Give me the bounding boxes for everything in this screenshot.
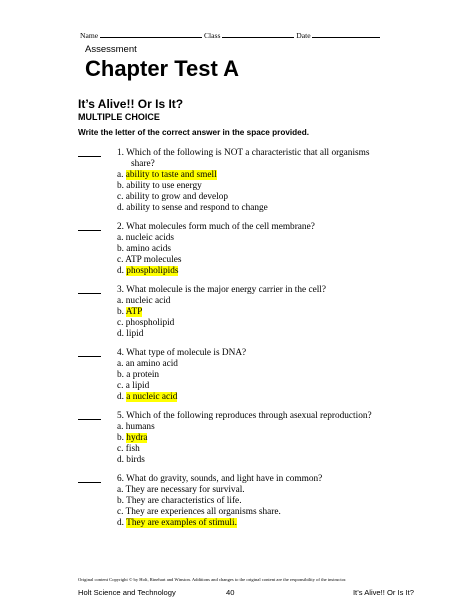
highlighted-answer: ATP (125, 307, 143, 318)
question-item (78, 411, 418, 466)
choice-text: a lipid (125, 381, 150, 392)
choice-text: nucleic acid (125, 296, 171, 307)
answer-choice (117, 266, 418, 277)
question-item (78, 348, 418, 403)
class-field[interactable] (222, 30, 294, 38)
choice-text: ability to grow and develop (125, 192, 229, 203)
question-text: 1. Which of the following is NOT a characteristic that all organisms share? (117, 148, 370, 170)
choice-text: ability to use energy (126, 181, 202, 192)
answer-blank[interactable] (78, 230, 101, 231)
choice-letter: b. (117, 370, 127, 381)
highlighted-answer: hydra (126, 433, 148, 444)
answer-choice (117, 307, 418, 318)
choice-text: They are characteristics of life. (126, 496, 242, 507)
choice-text: They are experiences all organisms share. (125, 507, 281, 518)
answer-choice (117, 329, 418, 340)
choice-letter: b. (117, 244, 127, 255)
choice-text: a protein (126, 370, 160, 381)
highlighted-answer: a nucleic acid (126, 392, 178, 403)
choice-letter: b. (117, 181, 127, 192)
choice-text: an amino acid (125, 359, 178, 370)
choice-list (117, 422, 418, 466)
answer-choice (117, 170, 418, 181)
choice-letter: b. (117, 307, 126, 318)
question-list (78, 148, 418, 529)
question-item (78, 285, 418, 340)
answer-choice (117, 359, 418, 370)
header-line (80, 30, 402, 40)
question-text: 6. What do gravity, sounds, and light have in common? (117, 473, 323, 484)
footer-chapter-title: It’s Alive!! Or Is It? (352, 588, 414, 597)
question-text: 2. What molecules form much of the cell membrane? (117, 222, 315, 233)
answer-choice (117, 318, 418, 329)
choice-text: nucleic acids (125, 233, 175, 244)
class-label: Class (203, 31, 221, 40)
question-item (78, 474, 418, 529)
choice-list (117, 359, 418, 403)
choice-text: birds (126, 455, 145, 466)
choice-text: ability to sense and respond to change (126, 203, 268, 214)
publisher-label: Holt Science and Technology (78, 588, 176, 597)
choice-letter: a. (117, 296, 126, 307)
choice-list (117, 233, 418, 277)
assessment-label: Assessment (85, 44, 137, 55)
question-item (78, 222, 418, 277)
choice-list (117, 296, 418, 340)
choice-letter: a. (117, 359, 126, 370)
choice-letter: d. (117, 266, 127, 277)
answer-blank[interactable] (78, 482, 101, 483)
choice-text: humans (125, 422, 155, 433)
date-field[interactable] (312, 30, 380, 38)
page-footer (78, 588, 414, 597)
answer-choice (117, 433, 418, 444)
answer-choice (117, 485, 418, 496)
copyright-notice: Original content Copyright © by Holt, Rinehart and Winston. Additions and changes to the original content are the responsibility of the instructor. (78, 577, 347, 582)
choice-text: lipid (126, 329, 144, 340)
date-label: Date (296, 31, 311, 40)
highlighted-answer: ability to taste and smell (125, 170, 217, 181)
choice-letter: a. (117, 170, 126, 181)
answer-blank[interactable] (78, 156, 101, 157)
choice-text: fish (125, 444, 140, 455)
answer-choice (117, 296, 418, 307)
answer-choice (117, 203, 418, 214)
answer-choice (117, 255, 418, 266)
highlighted-answer: phospholipids (126, 266, 179, 277)
answer-choice (117, 244, 418, 255)
choice-letter: a. (117, 485, 126, 496)
answer-choice (117, 518, 418, 529)
choice-letter: d. (117, 392, 127, 403)
choice-letter: c. (117, 444, 126, 455)
name-label: Name (80, 31, 99, 40)
instructions: Write the letter of the correct answer in the space provided. (78, 128, 309, 137)
question-text: 3. What molecule is the major energy carrier in the cell? (117, 285, 327, 296)
answer-choice (117, 370, 418, 381)
section-heading: MULTIPLE CHOICE (78, 112, 160, 122)
page-number: 40 (226, 588, 235, 597)
answer-choice (117, 233, 418, 244)
choice-letter: a. (117, 233, 126, 244)
page-title: Chapter Test A (85, 56, 240, 81)
answer-choice (117, 496, 418, 507)
choice-letter: d. (117, 329, 127, 340)
choice-letter: b. (117, 433, 127, 444)
answer-choice (117, 455, 418, 466)
choice-letter: c. (117, 381, 126, 392)
answer-choice (117, 507, 418, 518)
choice-letter: a. (117, 422, 126, 433)
answer-choice (117, 392, 418, 403)
choice-letter: d. (117, 455, 127, 466)
choice-letter: c. (117, 507, 126, 518)
choice-letter: d. (117, 203, 127, 214)
answer-blank[interactable] (78, 293, 101, 294)
question-text: 5. Which of the following reproduces through asexual reproduction? (117, 410, 372, 421)
answer-blank[interactable] (78, 356, 101, 357)
choice-text: amino acids (126, 244, 171, 255)
choice-letter: c. (117, 192, 126, 203)
choice-letter: c. (117, 318, 126, 329)
chapter-subtitle: It’s Alive!! Or Is It? (78, 97, 184, 111)
choice-letter: c. (117, 255, 126, 266)
question-text: 4. What type of molecule is DNA? (117, 348, 247, 358)
answer-blank[interactable] (78, 419, 101, 420)
choice-letter: b. (117, 496, 127, 507)
name-field[interactable] (100, 30, 202, 38)
answer-choice (117, 181, 418, 192)
highlighted-answer: They are examples of stimuli. (126, 518, 237, 529)
choice-text: They are necessary for survival. (125, 485, 245, 496)
choice-text: phospholipid (125, 318, 175, 329)
answer-choice (117, 444, 418, 455)
answer-choice (117, 192, 418, 203)
answer-choice (117, 381, 418, 392)
choice-letter: d. (117, 518, 127, 529)
choice-text: ATP molecules (125, 255, 182, 266)
choice-list (117, 485, 418, 529)
question-item (78, 148, 418, 215)
choice-list (117, 170, 418, 214)
answer-choice (117, 422, 418, 433)
